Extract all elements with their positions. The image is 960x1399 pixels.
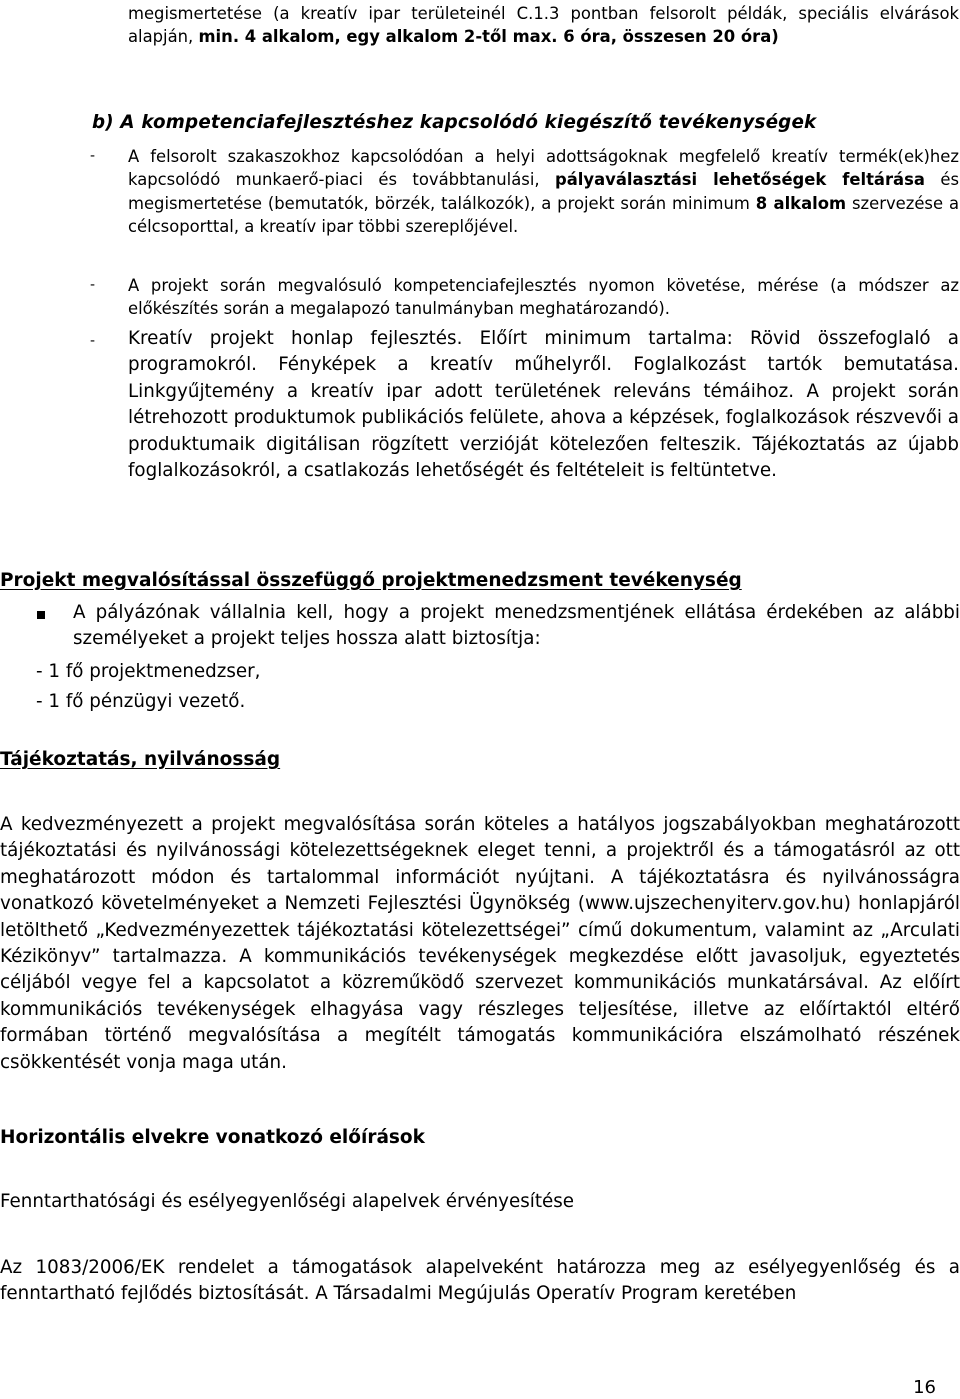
- bullet-item: [73, 600, 960, 653]
- page-number: 16: [913, 1377, 936, 1398]
- pm-line: - 1 fő projektmenedzser,: [36, 661, 261, 682]
- item-text: szervezése a célcsoporttal, a kreatív ipar többi szereplőjével.: [128, 193, 959, 236]
- info-section: [0, 749, 960, 770]
- list-item: [128, 274, 959, 321]
- section-heading: Projekt megvalósítással összefüggő projektmenedzsment tevékenység: [0, 570, 742, 591]
- list-dash: -: [90, 148, 96, 164]
- paragraph-text: Az 1083/2006/EK rendelet a támogatások alapelveként határozza meg az esélyegyenlőség és a fenntartható fejlődés biztosítását. A Társadalmi Megújulás Operatív Program keretében: [0, 1257, 960, 1305]
- item-bold: 8 alkalom: [755, 193, 847, 213]
- section-b-heading: b) A kompetenciafejlesztéshez kapcsolódó kiegészítő tevékenységek: [92, 112, 817, 133]
- list-item: [128, 145, 959, 238]
- list-item: [128, 326, 959, 484]
- info-paragraph: [0, 812, 960, 1076]
- subheading: Fenntarthatósági és esélyegyenlőségi alapelvek érvényesítése: [0, 1191, 575, 1212]
- item-text: A projekt során megvalósuló kompetenciafejlesztés nyomon követése, mérése (a módszer az előkészítés során a megalapozó tanulmányban meghatározandó).: [128, 276, 959, 319]
- pm-line: - 1 fő pénzügyi vezető.: [36, 691, 246, 712]
- horizontal-section: [0, 1127, 960, 1148]
- bullet-text: A pályázónak vállalnia kell, hogy a projekt menedzsmentjének ellátása érdekében az alábbi személyeket a projekt teljes hossza alatt biztosítja:: [73, 602, 960, 650]
- list-dash: -: [90, 277, 96, 293]
- item-text: A felsorolt szakaszokhoz kapcsolódóan a helyi adottságoknak megfelelő kreatív termék(ek)hez kapcsolódó munkaerő-piaci és továbbtanulási,: [128, 147, 959, 190]
- continued-paragraph: [128, 2, 959, 49]
- paragraph-text: megismertetése (a kreatív ipar területeinél C.1.3 pontban felsorolt példák, speciális elvárások alapján,: [128, 4, 959, 47]
- square-bullet-icon: [37, 611, 45, 619]
- list-dash: -: [90, 333, 96, 349]
- item-bold: pályaválasztási lehetőségek feltárása: [555, 170, 925, 190]
- section-heading: Horizontális elvekre vonatkozó előírások: [0, 1127, 425, 1148]
- horizontal-paragraph: [0, 1255, 960, 1308]
- paragraph-bold-text: min. 4 alkalom, egy alkalom 2-től max. 6 óra, összesen 20 óra): [198, 27, 779, 47]
- section-heading: Tájékoztatás, nyilvánosság: [0, 749, 281, 770]
- item-text: és megismertetése (bemutatók, börzék, találkozók), a projekt során minimum: [128, 170, 959, 213]
- paragraph-text: A kedvezményezett a projekt megvalósítása során köteles a hatályos jogszabályokban meghatározott tájékoztatási és nyilvánossági kötelezettségeknek eleget tenni, a projektről és a támogatásról az ott meghatározott módon és tartalommal információt nyújtani. A tájékoztatásra és nyilvánosságra vonatkozó követelményeket a Nemzeti Fejlesztési Ügynökség (www.ujszechenyiterv.gov.hu) honlapjáról letölthető „Kedvezményezettek tájékoztatási kötelezettségei” című dokumentum, valamint az „Arculati Kézikönyv” tartalmazza. A kommunikációs tevékenységek megkezdése előtt javasoljuk, egyeztetés céljából vegye fel a kapcsolatot a közreműködő szervezet kommunikációs munkatársával. Az előírt kommunikációs tevékenységek elhagyása vagy részleges teljesítése, illetve az előírtaktól eltérő formában történő megvalósítása a megítélt támogatás kommunikációra elszámolható részének csökkentését vonja maga után.: [0, 814, 960, 1073]
- item-text: Kreatív projekt honlap fejlesztés. Előírt minimum tartalma: Rövid összefoglaló a programokról. Fényképek a kreatív műhelyről. Foglalkozást tartók bemutatása. Linkgyűjtemény a kreatív ipar adott területének releváns témáihoz. A projekt során létrehozott produktumok publikációs felülete, ahova a képzések, foglalkozások részvevői a produktumaik digitálisan rögzített verzióját kötelezően felteszik. Tájékoztatás az újabb foglalkozásokról, a csatlakozás lehetőségét és feltételeit is feltüntetve.: [128, 328, 959, 482]
- pm-section: [0, 570, 960, 591]
